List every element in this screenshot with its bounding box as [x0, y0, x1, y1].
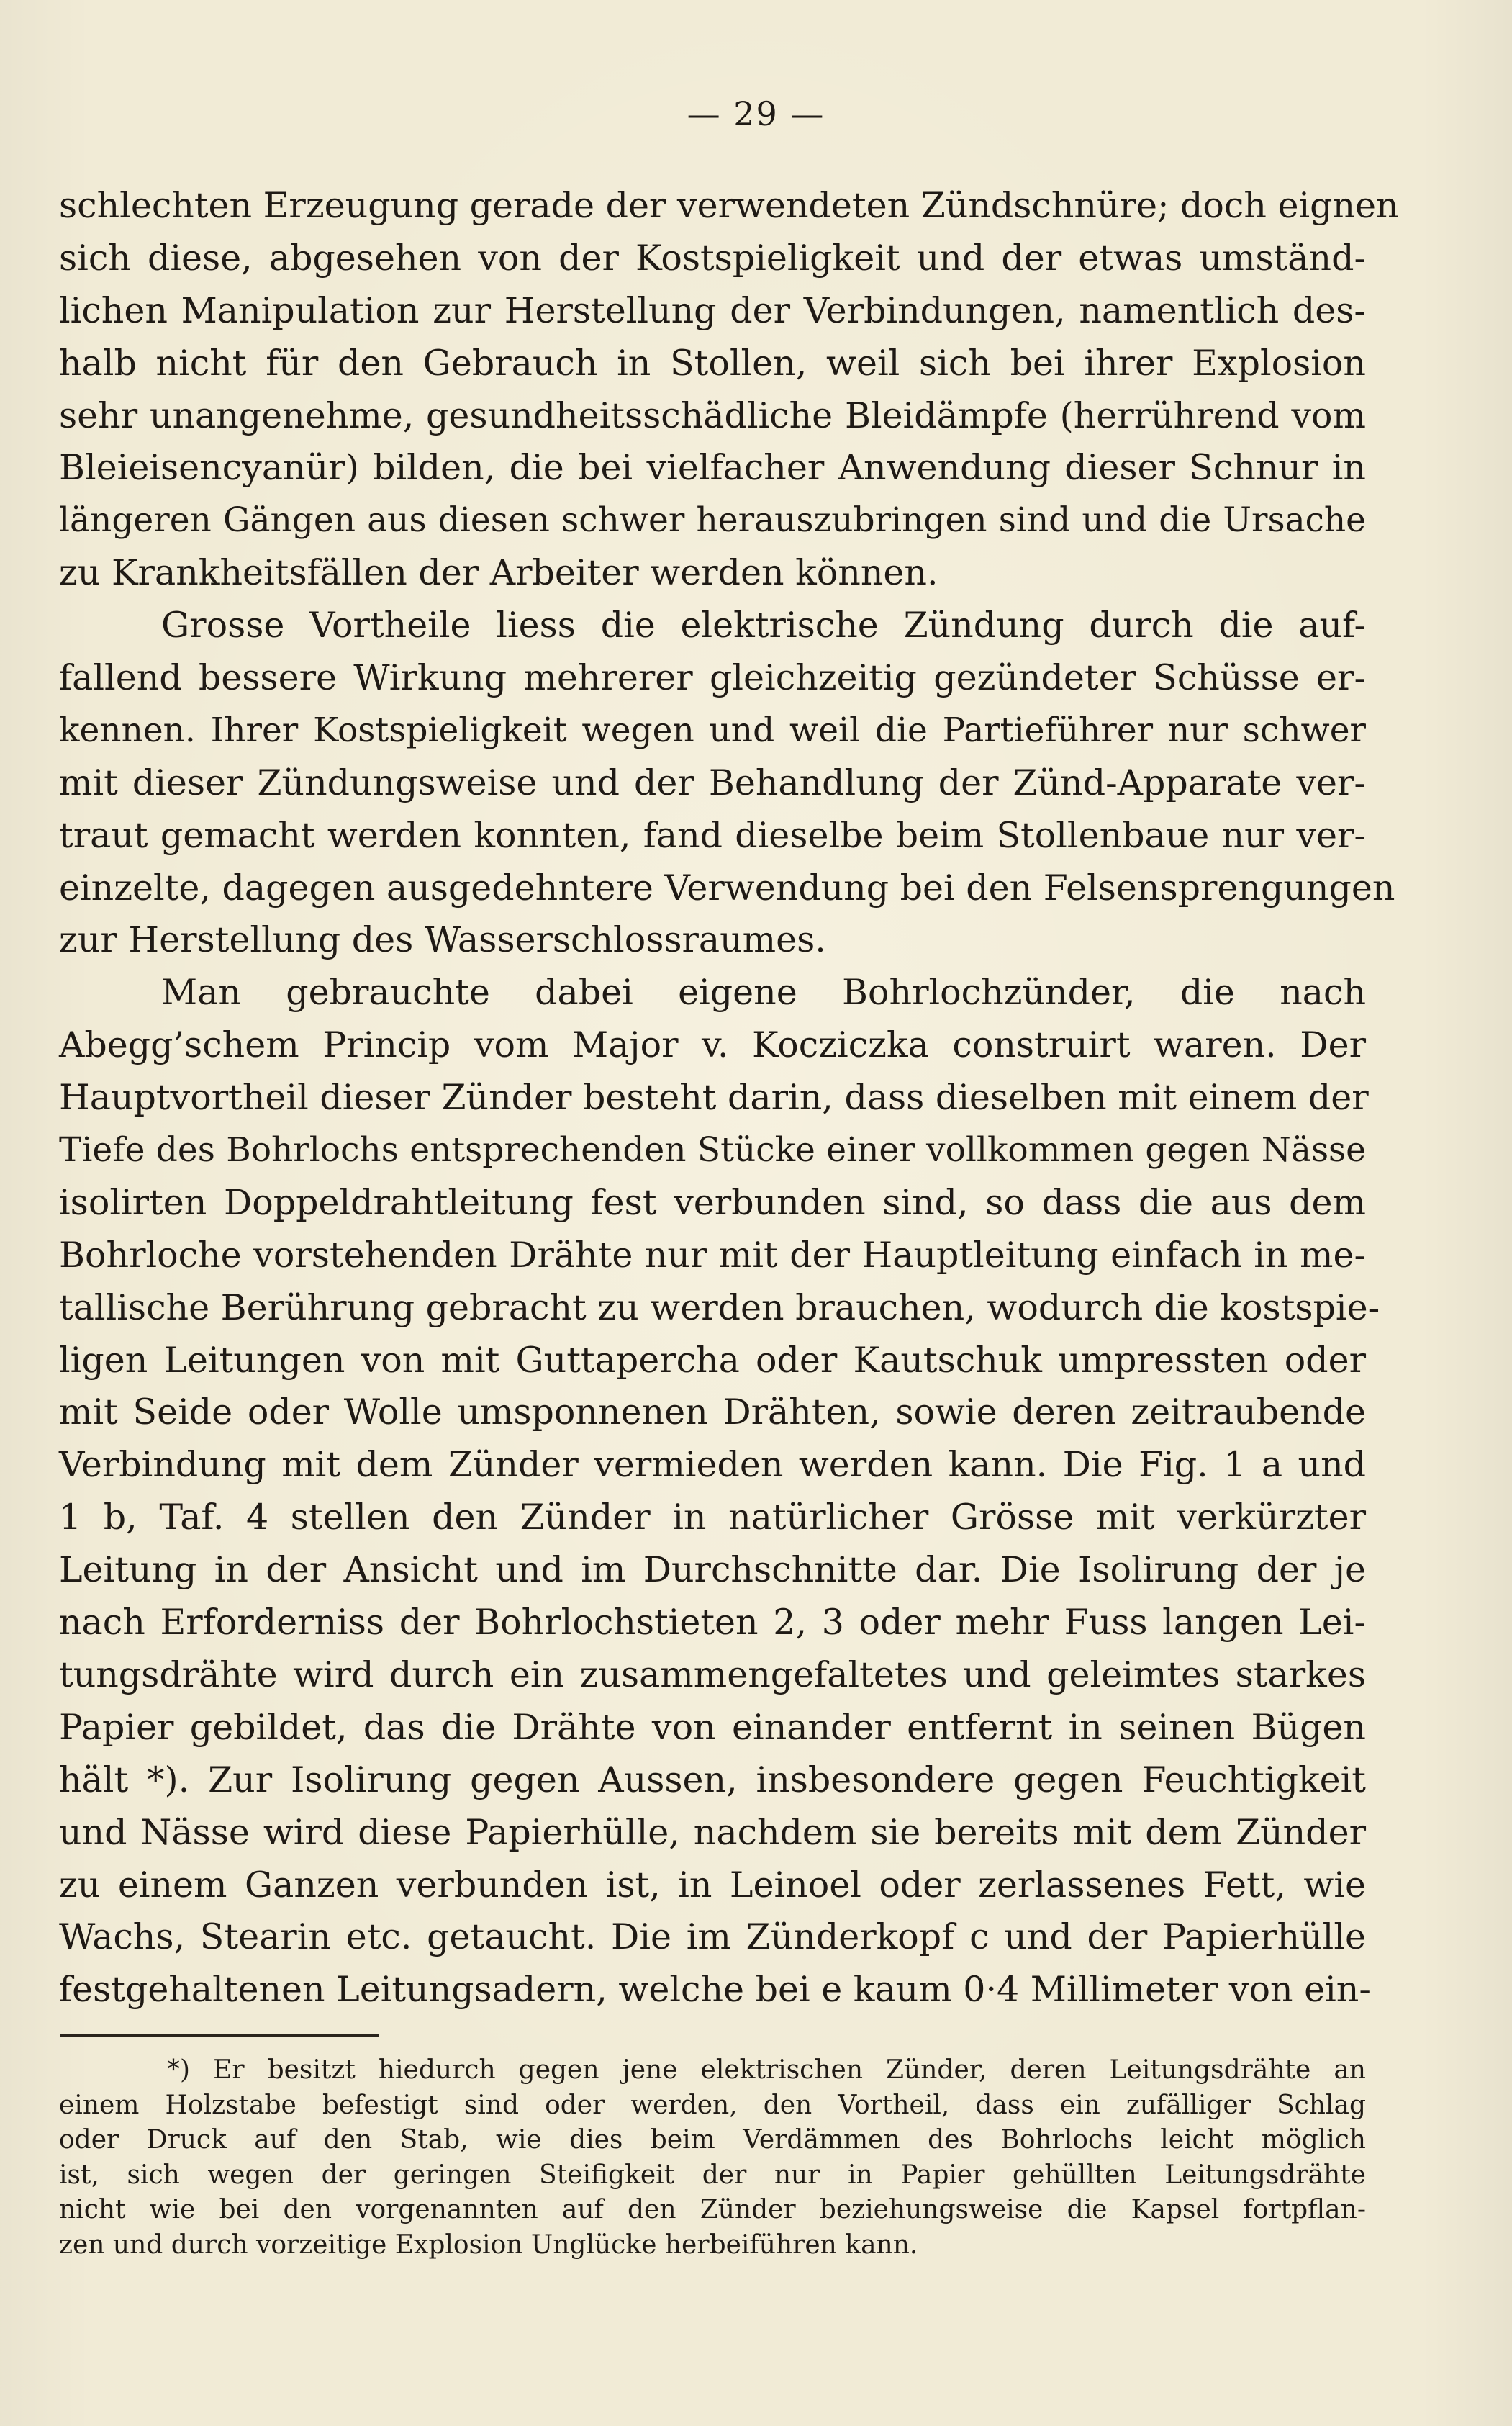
- text-line: festgehaltenen Leitungsadern, welche bei e kaum 0·4 Millimeter von ein-: [59, 1969, 1371, 2011]
- text-line: Verbindung mit dem Zünder vermieden werden kann. Die Fig. 1 a und: [59, 1444, 1366, 1486]
- footnote-line: *) Er besitzt hiedurch gegen jene elektrischen Zünder, deren Leitungsdrähte an: [167, 2055, 1366, 2085]
- text-line: isolirten Doppeldrahtleitung fest verbunden sind, so dass die aus dem: [59, 1181, 1366, 1223]
- text-line: zu einem Ganzen verbunden ist, in Leinoel oder zerlassenes Fett, wie: [59, 1864, 1366, 1906]
- footnote-line: einem Holzstabe befestigt sind oder werden, den Vortheil, dass ein zufälliger Schlag: [59, 2090, 1366, 2120]
- text-line: schlechten Erzeugung gerade der verwendeten Zündschnüre; doch eignen: [59, 185, 1399, 226]
- text-line: sehr unangenehme, gesundheitsschädliche Bleidämpfe (herrührend vom: [59, 394, 1366, 436]
- paragraph-start-line: Grosse Vortheile liess die elektrische Zündung durch die auf-: [161, 605, 1366, 646]
- text-line: ligen Leitungen von mit Guttapercha oder Kautschuk umpressten oder: [59, 1339, 1366, 1381]
- text-line: tungsdrähte wird durch ein zusammengefaltetes und geleimtes starkes: [59, 1654, 1366, 1695]
- text-line: Hauptvortheil dieser Zünder besteht darin, dass dieselben mit einem der: [59, 1077, 1369, 1119]
- text-line: lichen Manipulation zur Herstellung der Verbindungen, namentlich des-: [59, 289, 1366, 331]
- footnote-line: ist, sich wegen der geringen Steifigkeit der nur in Papier gehüllten Leitungsdrähte: [59, 2160, 1366, 2190]
- text-line: zur Herstellung des Wasserschlossraumes.: [59, 919, 826, 961]
- text-line: Leitung in der Ansicht und im Durchschnitte dar. Die Isolirung der je: [59, 1549, 1366, 1591]
- footnote-line: oder Druck auf den Stab, wie dies beim Verdämmen des Bohrlochs leicht möglich: [59, 2125, 1366, 2155]
- text-line: Bohrloche vorstehenden Drähte nur mit der Hauptleitung einfach in me-: [59, 1234, 1366, 1276]
- text-line: fallend bessere Wirkung mehrerer gleichzeitig gezündeter Schüsse er-: [59, 657, 1366, 699]
- text-line: halb nicht für den Gebrauch in Stollen, weil sich bei ihrer Explosion: [59, 342, 1366, 384]
- text-line: Tiefe des Bohrlochs entsprechenden Stücke einer vollkommen gegen Nässe: [59, 1130, 1366, 1171]
- text-line: zu Krankheitsfällen der Arbeiter werden können.: [59, 552, 938, 594]
- text-line: Papier gebildet, das die Drähte von einander entfernt in seinen Bügen: [59, 1706, 1366, 1748]
- text-line: mit Seide oder Wolle umsponnenen Drähten, sowie deren zeitraubende: [59, 1392, 1366, 1433]
- text-line: Bleieisencyanür) bilden, die bei vielfacher Anwendung dieser Schnur in: [59, 447, 1366, 489]
- body-text: [59, 180, 1399, 2016]
- text-line: sich diese, abgesehen von der Kostspieligkeit und der etwas umständ-: [59, 237, 1366, 279]
- text-line: mit dieser Zündungsweise und der Behandlung der Zünd-Apparate ver-: [59, 762, 1366, 803]
- text-line: traut gemacht werden konnten, fand dieselbe beim Stollenbaue nur ver-: [59, 814, 1366, 856]
- text-line: kennen. Ihrer Kostspieligkeit wegen und weil die Partieführer nur schwer: [59, 710, 1366, 750]
- text-line: längeren Gängen aus diesen schwer herauszubringen sind und die Ursache: [59, 500, 1366, 541]
- text-line: tallische Berührung gebracht zu werden brauchen, wodurch die kostspie-: [59, 1286, 1380, 1328]
- paragraph-start-line: Man gebrauchte dabei eigene Bohrlochzünder, die nach: [161, 972, 1366, 1014]
- page-number: — 29 —: [687, 94, 825, 133]
- text-line: einzelte, dagegen ausgedehntere Verwendung bei den Felsensprengungen: [59, 867, 1395, 908]
- footnote-line: nicht wie bei den vorgenannten auf den Zünder beziehungsweise die Kapsel fortpflan-: [59, 2195, 1366, 2224]
- text-line: Abegg’schem Princip vom Major v. Kocziczka construirt waren. Der: [59, 1024, 1366, 1066]
- footnote-line: zen und durch vorzeitige Explosion Unglücke herbeiführen kann.: [59, 2229, 918, 2260]
- text-line: nach Erforderniss der Bohrlochstieten 2, 3 oder mehr Fuss langen Lei-: [59, 1602, 1366, 1643]
- footnote: [59, 2053, 1366, 2263]
- text-line: hält *). Zur Isolirung gegen Aussen, insbesondere gegen Feuchtigkeit: [59, 1759, 1366, 1800]
- footnote-divider: [60, 2034, 379, 2037]
- text-line: und Nässe wird diese Papierhülle, nachdem sie bereits mit dem Zünder: [59, 1811, 1366, 1853]
- text-line: Wachs, Stearin etc. getaucht. Die im Zünderkopf c und der Papierhülle: [59, 1916, 1366, 1958]
- text-line: 1 b, Taf. 4 stellen den Zünder in natürlicher Grösse mit verkürzter: [59, 1497, 1366, 1538]
